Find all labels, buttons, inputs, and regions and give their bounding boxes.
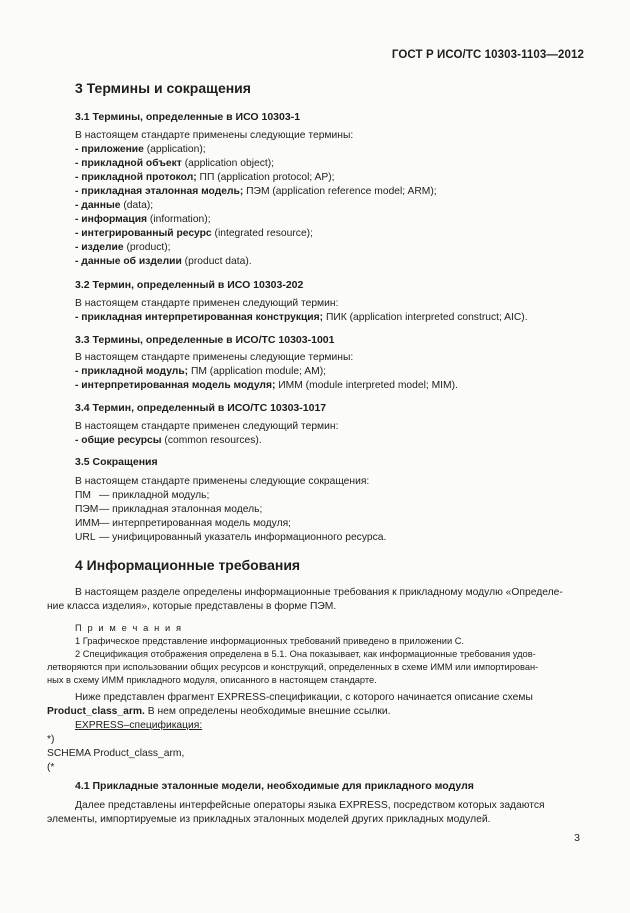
section-3-title: 3 Термины и сокращения: [75, 80, 251, 96]
subsection-4-1-title: 4.1 Прикладные эталонные модели, необходимые для прикладного модуля: [75, 780, 474, 792]
paragraph-line: Ниже представлен фрагмент EXPRESS-спецификации, с которого начинается описание схемы: [75, 692, 533, 703]
note-line: ных в схему ИММ прикладного модуля, описанного в настоящем стандарте.: [47, 675, 377, 685]
term-item: - данные об изделии (product data).: [75, 256, 252, 267]
code-line: *): [47, 734, 55, 745]
paragraph-line: элементы, импортируемые из прикладных эталонных моделей других прикладных модулей.: [47, 814, 491, 825]
subsection-3-5-intro: В настоящем стандарте применены следующие сокращения:: [75, 476, 370, 487]
term-item: - интегрированный ресурс (integrated resource);: [75, 228, 313, 239]
term-item: - прикладной протокол; ПП (application protocol; AP);: [75, 172, 335, 183]
note-line: 1 Графическое представление информационных требований приведено в приложении С.: [75, 636, 465, 646]
term-item: - прикладной объект (application object);: [75, 158, 275, 169]
paragraph-line: В настоящем разделе определены информационные требования к прикладному модулю «Определе-: [75, 587, 563, 598]
term-item: - прикладная интерпретированная конструкция; ПИК (application interpreted construct; AIC).: [75, 312, 528, 323]
subsection-3-4-intro: В настоящем стандарте применен следующий термин:: [75, 421, 339, 432]
term-item: - информация (information);: [75, 214, 211, 225]
note-line: летворяются при использовании общих ресурсов и конструкций, определенных в схеме ИММ или импортирован-: [47, 662, 539, 672]
subsection-3-4-title: 3.4 Термин, определенный в ИСО/ТС 10303-1017: [75, 402, 327, 414]
term-item: - приложение (application);: [75, 144, 206, 155]
term-item: - прикладной модуль; ПМ (application module; AM);: [75, 366, 326, 377]
code-line: (*: [47, 762, 55, 773]
page-number: 3: [574, 832, 580, 844]
express-spec-label: EXPRESS–спецификация:: [75, 720, 203, 731]
subsection-3-3-title: 3.3 Термины, определенные в ИСО/ТС 10303-1001: [75, 334, 335, 346]
subsection-3-2-intro: В настоящем стандарте применен следующий термин:: [75, 298, 339, 309]
paragraph-line: Product_class_arm. В нем определены необходимые внешние ссылки.: [47, 706, 391, 717]
term-item: - общие ресурсы (common resources).: [75, 435, 262, 446]
paragraph-line: ние класса изделия», которые представлены в форме ПЭМ.: [47, 601, 337, 612]
term-item: - прикладная эталонная модель; ПЭМ (application reference model; ARM);: [75, 186, 437, 197]
paragraph-line: Далее представлены интерфейсные операторы языка EXPRESS, посредством которых задаются: [75, 800, 545, 811]
note-line: 2 Спецификация отображения определена в 5.1. Она показывает, как информационные требования удов-: [75, 649, 536, 659]
term-item: - изделие (product);: [75, 242, 171, 253]
abbreviation-item: ПМ — прикладной модуль;: [75, 490, 210, 501]
subsection-3-5-title: 3.5 Сокращения: [75, 456, 158, 468]
section-4-title: 4 Информационные требования: [75, 557, 301, 573]
notes-title: П р и м е ч а н и я: [75, 623, 183, 633]
code-line: SCHEMA Product_class_arm,: [47, 748, 185, 759]
subsection-3-2-title: 3.2 Термин, определенный в ИСО 10303-202: [75, 279, 304, 291]
abbreviation-item: ПЭМ— прикладная эталонная модель;: [75, 504, 263, 515]
subsection-3-3-intro: В настоящем стандарте применены следующие термины:: [75, 352, 354, 363]
abbreviation-item: URL — унифицированный указатель информационного ресурса.: [75, 532, 387, 543]
standard-header: ГОСТ Р ИСО/ТС 10303-1103—2012: [391, 49, 584, 61]
term-item: - интерпретированная модель модуля; ИММ (module interpreted model; MIM).: [75, 380, 458, 391]
abbreviation-item: ИММ— интерпретированная модель модуля;: [75, 518, 292, 529]
term-item: - данные (data);: [75, 200, 154, 211]
subsection-3-1-intro: В настоящем стандарте применены следующие термины:: [75, 130, 354, 141]
subsection-3-1-title: 3.1 Термины, определенные в ИСО 10303-1: [75, 111, 301, 123]
